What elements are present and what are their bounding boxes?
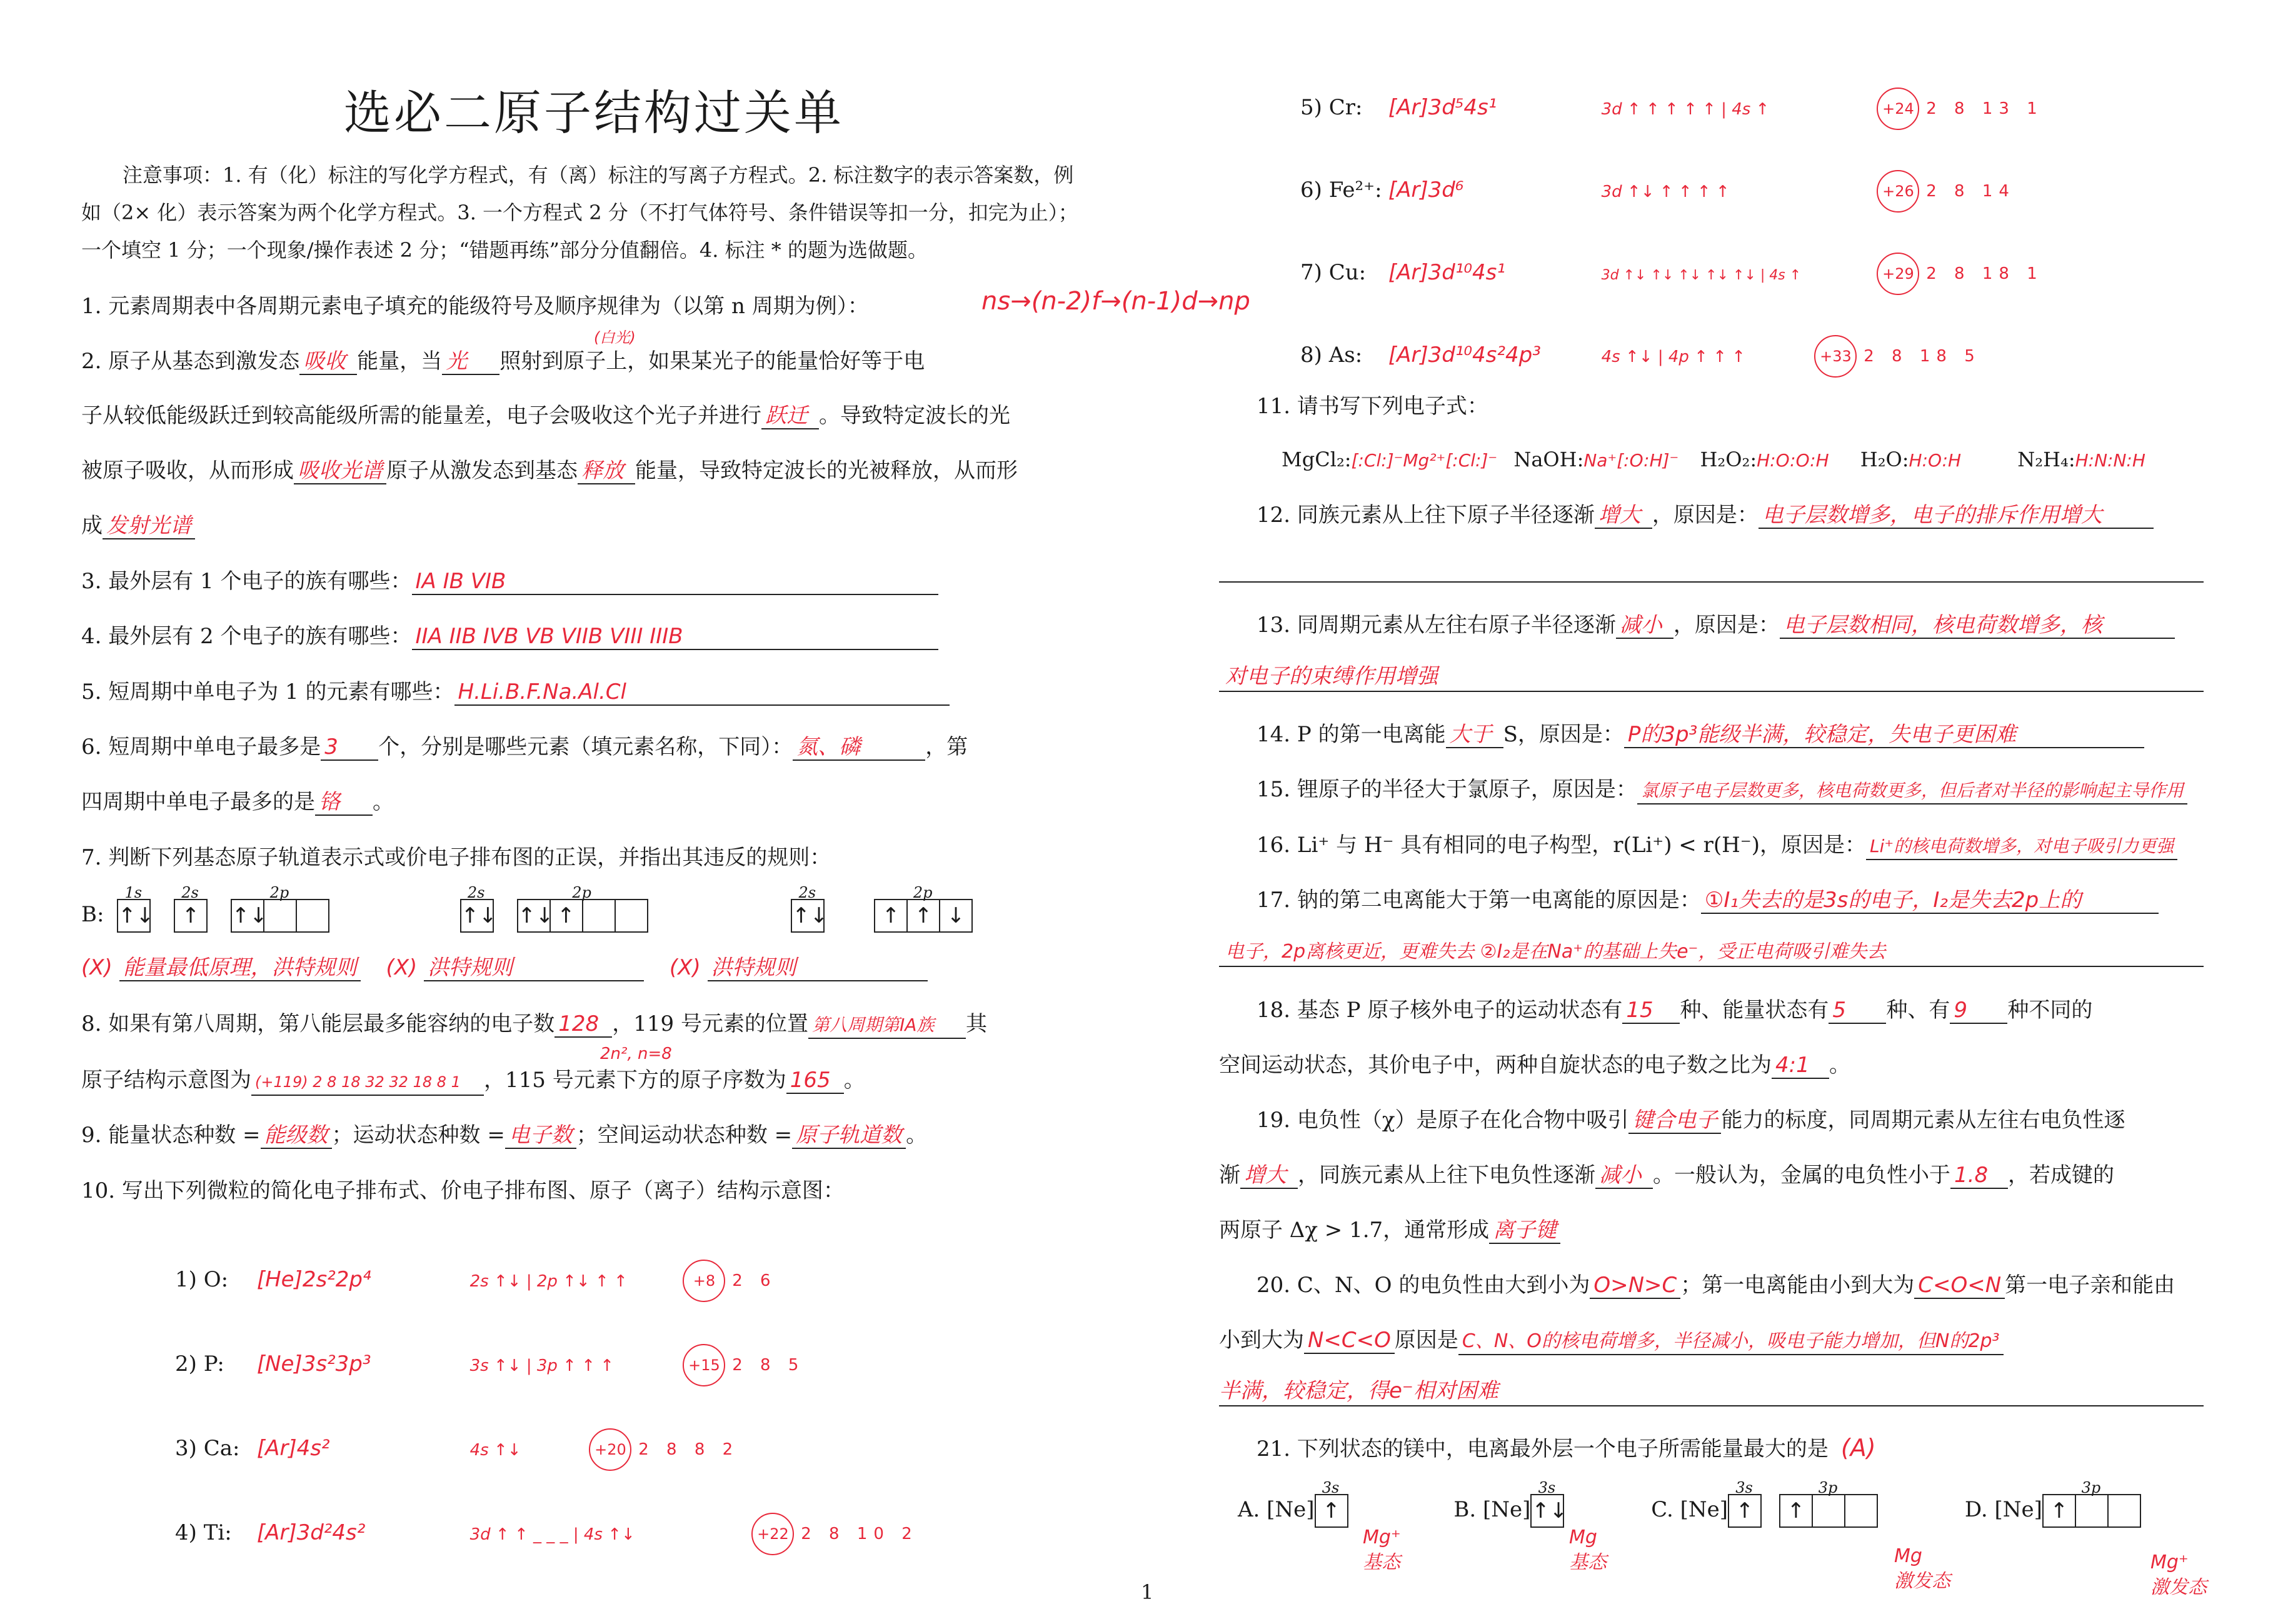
answer-19-1[interactable]: 键合电子	[1628, 1108, 1721, 1134]
page-number: 1	[1141, 1580, 1154, 1604]
option-b-note: Mg 基态	[1569, 1526, 1607, 1573]
answer-19-3[interactable]: 减小	[1595, 1163, 1653, 1189]
question-21: 21. 下列状态的镁中，电离最外层一个电子所需能量最大的是 (A)	[1257, 1434, 1876, 1461]
question-12: 12. 同族元素从上往下原子半径逐渐 增大 ，原因是： 电子层数增多，电子的排斥作用增大	[1257, 503, 2154, 529]
answer-18-2[interactable]: 5	[1829, 998, 1886, 1024]
question-3: 3. 最外层有 1 个电子的族有哪些： IA IB VIB	[81, 569, 938, 595]
question-9: 9. 能量状态种数 = 能级数 ；运动状态种数 = 电子数 ；空间运动状态种数 = 原子轨道数 。	[81, 1123, 928, 1148]
question-21-options	[1238, 1479, 2140, 1528]
question-6-line-2: 四周期中单电子最多的是 铬 。	[81, 789, 394, 815]
option-d[interactable]: D. [Ne] 3p ↑	[1965, 1497, 2140, 1522]
question-2-line-3: 被原子吸收，从而形成 吸收光谱 原子从激发态到基态 释放 能量，导致特定波长的光被释放，从而形	[81, 458, 1018, 483]
answer-13-3[interactable]: 对电子的束缚作用增强	[1225, 664, 1438, 689]
answer-2-3[interactable]: 跃迁	[761, 403, 819, 429]
judgement-3[interactable]: (X)	[669, 955, 701, 980]
question-11: 11. 请书写下列电子式：	[1257, 394, 1488, 419]
option-a-note: Mg⁺ 基态	[1363, 1526, 1401, 1573]
question-20-line-1: 20. C、N、O 的电负性由大到小为 O>N>C ；第一电离能由小到大为 C<O<N 第一电子亲和能由	[1257, 1273, 2175, 1298]
answer-13-2[interactable]: 电子层数相同，核电荷数增多，核	[1780, 613, 2175, 639]
answer-12-1[interactable]: 增大	[1595, 503, 1652, 529]
answer-13-1[interactable]: 减小	[1616, 613, 1673, 639]
question-8-line-1: 8. 如果有第八周期，第八能层最多能容纳的电子数 128 ，119 号元素的位置 第八周期第IA族 其	[81, 1011, 987, 1039]
answer-8-note: 2n², n=8	[600, 1045, 672, 1063]
option-d-note: Mg⁺ 激发态	[2150, 1551, 2207, 1598]
page-title: 选必二原子结构过关单	[344, 85, 844, 141]
q10-item-6: 6) Fe²⁺: [Ar]3d⁶ 3d ↑↓ ↑ ↑ ↑ ↑ +26 2 8 14	[1300, 170, 2015, 213]
answer-17-2[interactable]: 电子，2p离核更近，更难失去 ②I₂是在Na⁺的基础上失e⁻，受正电荷吸引难失去	[1225, 941, 1886, 963]
answer-14-2[interactable]: P的3p³能级半满，较稳定，失电子更困难	[1624, 722, 2144, 748]
question-18-line-1: 18. 基态 P 原子核外电子的运动状态有 15 种、能量状态有 5 种、有 9 种不同的	[1257, 998, 2093, 1023]
answer-21[interactable]: (A)	[1840, 1434, 1876, 1461]
answer-18-1[interactable]: 15	[1622, 998, 1680, 1024]
answer-line	[1219, 691, 2204, 692]
answer-9-1[interactable]: 能级数	[261, 1123, 332, 1149]
question-19-line-3: 两原子 Δχ > 1.7，通常形成 离子键	[1219, 1218, 1560, 1244]
answer-line	[1219, 966, 2204, 967]
judgement-2[interactable]: (X)	[386, 955, 418, 980]
q10-item-2: 2) P: [Ne]3s²3p³ 3s ↑↓ | 3p ↑ ↑ ↑ +15 2 8 5	[175, 1344, 805, 1386]
option-a[interactable]: A. [Ne] 3s ↑	[1238, 1497, 1347, 1522]
judgement-row	[81, 955, 928, 981]
answer-20-5[interactable]: 半满，较稳定，得e⁻相对困难	[1219, 1378, 1498, 1403]
answer-8-2[interactable]: 第八周期第IA族	[808, 1013, 966, 1039]
question-13: 13. 同周期元素从左往右原子半径逐渐 减小 ，原因是： 电子层数相同，核电荷数增多，核	[1257, 613, 2175, 639]
question-19-line-2: 渐 增大 ，同族元素从上往下电负性逐渐 减小 。一般认为，金属的电负性小于 1.8 ，若成键的	[1219, 1163, 2114, 1188]
answer-2-4[interactable]: 吸收光谱	[294, 458, 386, 484]
option-c-note: Mg 激发态	[1894, 1545, 1950, 1592]
answer-18-3[interactable]: 9	[1950, 998, 2007, 1024]
answer-8-1[interactable]: 128	[554, 1011, 612, 1038]
answer-19-2[interactable]: 增大	[1240, 1163, 1298, 1189]
answer-20-4[interactable]: C、N、O的核电荷增多，半径减小，吸电子能力增加，但N的2p³	[1458, 1329, 2004, 1355]
answer-19-5[interactable]: 离子键	[1489, 1218, 1560, 1244]
q10-item-5: 5) Cr: [Ar]3d⁵4s¹ 3d ↑ ↑ ↑ ↑ ↑ | 4s ↑ +24 2 8 13 1	[1300, 88, 2044, 130]
question-11-answers: MgCl₂:[:Cl:]⁻Mg²⁺[:Cl:]⁻ NaOH:Na⁺[:O:H]⁻ H₂O₂:H:O:O:H H₂O:H:O:H N₂H₄:H:N:N:H	[1282, 448, 2145, 471]
answer-16[interactable]: Li⁺的核电荷数增多，对电子吸引力更强	[1866, 834, 2177, 860]
answer-9-2[interactable]: 电子数	[505, 1123, 576, 1149]
answer-line	[1219, 581, 2204, 583]
answer-8-3[interactable]: (+119) 2 8 18 32 32 18 8 1	[251, 1070, 484, 1096]
question-19-line-1: 19. 电负性（χ）是原子在化合物中吸引 键合电子 能力的标度，同周期元素从左往右电负性逐	[1257, 1108, 2125, 1133]
diagram-1: 1s ↑↓ 2s ↑ 2p ↑↓	[117, 899, 328, 933]
judgement-1[interactable]: (X)	[81, 955, 113, 980]
rule-3[interactable]: 洪特规则	[708, 955, 928, 981]
answer-4[interactable]: IIA IIB IVB VB VIIB VIII IIIB	[412, 624, 938, 650]
answer-15[interactable]: 氯原子电子层数更多，核电荷数更多，但后者对半径的影响起主导作用	[1637, 778, 2187, 804]
q10-item-1: 1) O: [He]2s²2p⁴ 2s ↑↓ | 2p ↑↓ ↑ ↑ +8 2 6	[175, 1260, 777, 1302]
answer-19-4[interactable]: 1.8	[1950, 1163, 2008, 1189]
orbital-diagrams-row	[81, 884, 971, 933]
answer-1[interactable]: ns→(n-2)f→(n-1)d→np	[981, 287, 1250, 316]
q10-item-3: 3) Ca: [Ar]4s² 4s ↑↓ +20 2 8 8 2	[175, 1428, 739, 1471]
answer-3[interactable]: IA IB VIB	[412, 569, 938, 595]
q10-item-4: 4) Ti: [Ar]3d²4s² 3d ↑ ↑ _ _ _ | 4s ↑↓ +22 2 8 10 2	[175, 1513, 918, 1555]
question-4: 4. 最外层有 2 个电子的族有哪些： IIA IIB IVB VB VIIB VIII IIIB	[81, 624, 938, 650]
answer-5[interactable]: H.Li.B.F.Na.Al.Cl	[454, 679, 950, 706]
answer-2-2[interactable]: 光	[442, 349, 499, 375]
answer-2-5[interactable]: 释放	[578, 458, 635, 484]
q10-item-8: 8) As: [Ar]3d¹⁰4s²4p³ 4s ↑↓ | 4p ↑ ↑ ↑ +33 2 8 18 5	[1300, 335, 1981, 378]
answer-12-2[interactable]: 电子层数增多，电子的排斥作用增大	[1759, 503, 2154, 529]
question-17: 17. 钠的第二电离能大于第一电离能的原因是： ①I₁失去的是3s的电子，I₂是失去2p上的	[1257, 888, 2159, 914]
question-8-line-2: 原子结构示意图为 (+119) 2 8 18 32 32 18 8 1 ，115 号元素下方的原子序数为 165 。	[81, 1068, 865, 1096]
answer-2-6[interactable]: 发射光谱	[103, 513, 195, 539]
answer-2-1[interactable]: 吸收	[299, 349, 357, 375]
answer-6-1[interactable]: 3	[321, 734, 378, 761]
answer-6-2[interactable]: 氮、磷	[793, 734, 925, 761]
answer-line	[1219, 1405, 2204, 1406]
question-2-line-2: 子从较低能级跃迁到较高能级所需的能量差，电子会吸收这个光子并进行 跃迁 。导致特定波长的光	[81, 403, 1010, 428]
option-c[interactable]: C. [Ne] 3s ↑ 3p ↑	[1651, 1497, 1877, 1522]
q10-item-7: 7) Cu: [Ar]3d¹⁰4s¹ 3d ↑↓ ↑↓ ↑↓ ↑↓ ↑↓ | 4s ↑ +29 2 8 18 1	[1300, 253, 2044, 295]
question-16: 16. Li⁺ 与 H⁻ 具有相同的电子构型，r(Li⁺) < r(H⁻)，原因是： Li⁺的核电荷数增多，对电子吸引力更强	[1257, 833, 2177, 860]
answer-2-note: (白光)	[594, 329, 636, 346]
answer-9-3[interactable]: 原子轨道数	[792, 1123, 906, 1149]
b-label: B:	[81, 902, 104, 927]
question-7: 7. 判断下列基态原子轨道表示式或价电子排布图的正误，并指出其违反的规则：	[81, 845, 831, 870]
question-1: 1. 元素周期表中各周期元素电子填充的能级符号及顺序规律为（以第 n 周期为例）：	[81, 294, 869, 319]
question-5: 5. 短周期中单电子为 1 的元素有哪些： H.Li.B.F.Na.Al.Cl	[81, 679, 950, 706]
answer-18-4[interactable]: 4:1	[1772, 1053, 1829, 1079]
answer-20-3[interactable]: N<C<O	[1304, 1328, 1395, 1354]
question-20-line-2: 小到大为 N<C<O 原因是 C、N、O的核电荷增多，半径减小，吸电子能力增加，但N的2p³	[1219, 1328, 2004, 1355]
answer-6-3[interactable]: 铬	[315, 789, 373, 816]
answer-20-1[interactable]: O>N>C	[1590, 1273, 1680, 1299]
diagram-2: 2s ↑↓ 2p ↑↓ ↑	[460, 899, 647, 933]
question-2-line-4: 成 发射光谱	[81, 513, 195, 539]
question-15: 15. 锂原子的半径大于氯原子，原因是： 氯原子电子层数更多，核电荷数更多，但后者对半径的影响起主导作用	[1257, 777, 2187, 804]
question-2-line-1: 2. 原子从基态到激发态 吸收 能量，当 光 照射到原子上，如果某光子的能量恰好等于电	[81, 349, 925, 374]
answer-20-2[interactable]: C<O<N	[1914, 1273, 2005, 1299]
question-18-line-2: 空间运动状态，其价电子中，两种自旋状态的电子数之比为 4:1 。	[1219, 1053, 1850, 1078]
rule-2[interactable]: 洪特规则	[424, 955, 644, 981]
diagram-3: 2s ↑↓ 2p ↑ ↑ ↓	[791, 899, 971, 933]
question-10: 10. 写出下列微粒的简化电子排布式、价电子排布图、原子（离子）结构示意图：	[81, 1178, 845, 1203]
option-b[interactable]: B. [Ne] 3s ↑↓	[1453, 1497, 1563, 1522]
question-14: 14. P 的第一电离能 大于 S，原因是： P的3p³能级半满，较稳定，失电子更困难	[1257, 722, 2144, 748]
question-6-line-1: 6. 短周期中单电子最多是 3 个，分别是哪些元素（填元素名称，下同）： 氮、磷 ，第	[81, 734, 968, 759]
notes: 注意事项：1. 有（化）标注的写化学方程式，有（离）标注的写离子方程式。2. 标注数字的表示答案数，例如（2× 化）表示答案为两个化学方程式。3. 一个方程式 2 分（不打气体符号、条件错误等扣一分，扣完为止）；一个填空 1 分；一个现象/操作表述 2 分；“错题再练”部分分值翻倍。4. 标注 * 的题为选做题。	[81, 163, 1078, 262]
answer-17-1[interactable]: ①I₁失去的是3s的电子，I₂是失去2p上的	[1701, 888, 2159, 914]
answer-14-1[interactable]: 大于	[1446, 722, 1503, 748]
answer-8-4[interactable]: 165	[786, 1068, 844, 1094]
rule-1[interactable]: 能量最低原理，洪特规则	[119, 955, 361, 981]
